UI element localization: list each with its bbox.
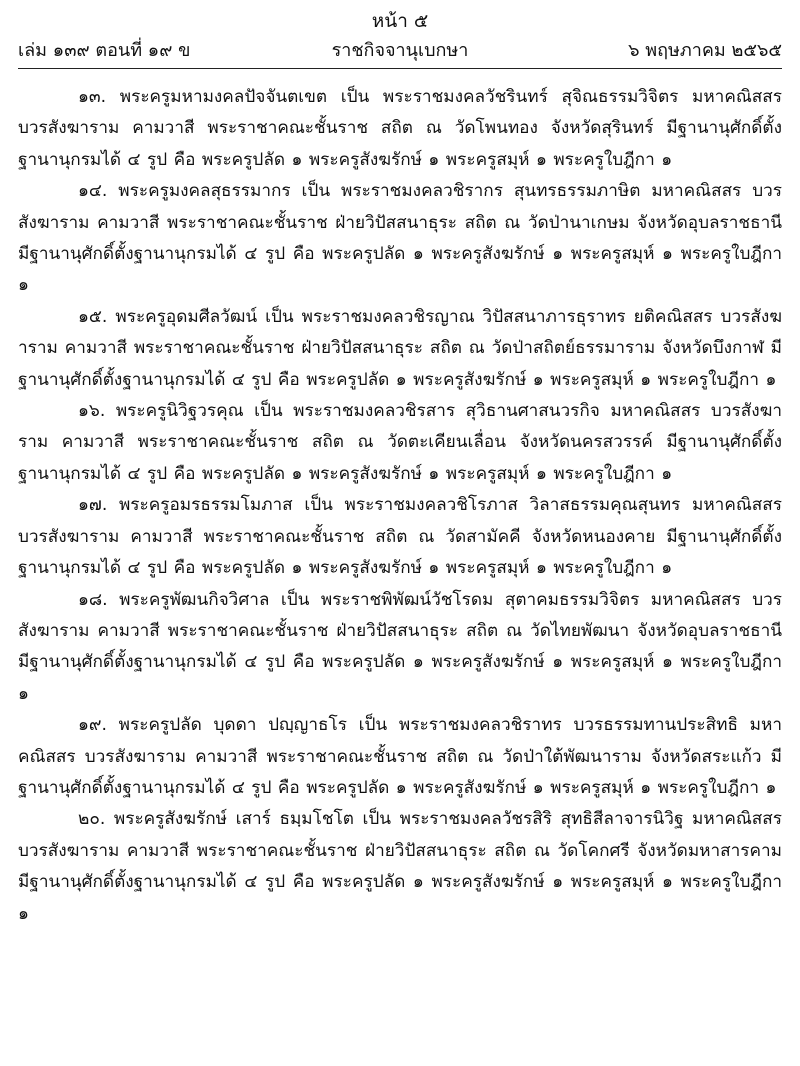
paragraph-15: ๑๕. พระครูอุดมศีลวัฒน์ เป็น พระราชมงคลวชิรญาณ วิปัสสนาภารธุราทร ยติคณิสสร บวรสังฆาราม คามวาสี พระราชาคณะชั้นราช ฝ่ายวิปัสสนาธุระ สถิต ณ วัดป่าสถิตย์ธรรมาราม จังหวัดบึงกาฬ มีฐานานุศักดิ์ตั้งฐานานุกรมได้ ๔ รูป คือ พระครูปลัด ๑ พระครูสังฆรักษ์ ๑ พระครูสมุห์ ๑ พระครูใบฎีกา ๑ [18,306,782,390]
paragraph-14: ๑๔. พระครูมงคลสุธรรมากร เป็น พระราชมงคลวชิรากร สุนทรธรรมภาษิต มหาคณิสสร บวรสังฆาราม คามวาสี พระราชาคณะชั้นราช ฝ่ายวิปัสสนาธุระ สถิต ณ วัดป่านาเกษม จังหวัดอุบลราชธานี มีฐานานุศักดิ์ตั้งฐานานุกรมได้ ๔ รูป คือ พระครูปลัด ๑ พระครูสังฆรักษ์ ๑ พระครูสมุห์ ๑ พระครูใบฎีกา ๑ [18,181,782,296]
gazette-header [18,38,782,64]
volume-issue: เล่ม ๑๓๙ ตอนที่ ๑๙ ข [18,40,191,61]
paragraph-17: ๑๗. พระครูอมรธรรมโมภาส เป็น พระราชมงคลวชิโรภาส วิลาสธรรมคุณสุนทร มหาคณิสสร บวรสังฆาราม คามวาสี พระราชาคณะชั้นราช สถิต ณ วัดสามัคคี จังหวัดหนองคาย มีฐานานุศักดิ์ตั้งฐานานุกรมได้ ๔ รูป คือ พระครูปลัด ๑ พระครูสังฆรักษ์ ๑ พระครูสมุห์ ๑ พระครูใบฎีกา ๑ [18,495,782,579]
publication-title: ราชกิจจานุเบกษา [331,40,469,61]
publication-date: ๖ พฤษภาคม ๒๕๖๕ [628,40,782,61]
page-number: หน้า ๕ [371,10,429,32]
paragraph-16: ๑๖. พระครูนิวิฐวรคุณ เป็น พระราชมงคลวชิรสาร สุวิธานศาสนวรกิจ มหาคณิสสร บวรสังฆาราม คามวาสี พระราชาคณะชั้นราช สถิต ณ วัดตะเคียนเลื่อน จังหวัดนครสวรรค์ มีฐานานุศักดิ์ตั้งฐานานุกรมได้ ๔ รูป คือ พระครูปลัด ๑ พระครูสังฆรักษ์ ๑ พระครูสมุห์ ๑ พระครูใบฎีกา ๑ [18,401,782,484]
paragraph-13: ๑๓. พระครูมหามงคลปัจจันตเขต เป็น พระราชมงคลวัชรินทร์ สุจิณธรรมวิจิตร มหาคณิสสร บวรสังฆาราม คามวาสี พระราชาคณะชั้นราช สถิต ณ วัดโพนทอง จังหวัดสุรินทร์ มีฐานานุศักดิ์ตั้งฐานานุกรมได้ ๔ รูป คือ พระครูปลัด ๑ พระครูสังฆรักษ์ ๑ พระครูสมุห์ ๑ พระครูใบฎีกา ๑ [18,87,782,170]
header-divider [18,68,782,69]
paragraph-18: ๑๘. พระครูพัฒนกิจวิศาล เป็น พระราชพิพัฒน์วัชโรดม สุตาคมธรรมวิจิตร มหาคณิสสร บวรสังฆาราม คามวาสี พระราชาคณะชั้นราช ฝ่ายวิปัสสนาธุระ สถิต ณ วัดไทยพัฒนา จังหวัดอุบลราชธานี มีฐานานุศักดิ์ตั้งฐานานุกรมได้ ๔ รูป คือ พระครูปลัด ๑ พระครูสังฆรักษ์ ๑ พระครูสมุห์ ๑ พระครูใบฎีกา ๑ [18,589,782,704]
paragraph-20: ๒๐. พระครูสังฆรักษ์ เสาร์ ธมฺมโชโต เป็น พระราชมงคลวัชรสิริ สุทธิสีลาจารนิวิฐ มหาคณิสสร บวรสังฆาราม คามวาสี พระราชาคณะชั้นราช ฝ่ายวิปัสสนาธุระ สถิต ณ วัดโคกศรี จังหวัดมหาสารคาม มีฐานานุศักดิ์ตั้งฐานานุกรมได้ ๔ รูป คือ พระครูปลัด ๑ พระครูสังฆรักษ์ ๑ พระครูสมุห์ ๑ พระครูใบฎีกา ๑ [18,809,782,924]
document-body [18,82,782,930]
paragraph-19: ๑๙. พระครูปลัด บุดดา ปญฺญาธโร เป็น พระราชมงคลวชิราทร บวรธรรมทานประสิทธิ มหาคณิสสร บวรสังฆาราม คามวาสี พระราชาคณะชั้นราช สถิต ณ วัดป่าใต้พัฒนาราม จังหวัดสระแก้ว มีฐานานุศักดิ์ตั้งฐานานุกรมได้ ๔ รูป คือ พระครูปลัด ๑ พระครูสังฆรักษ์ ๑ พระครูสมุห์ ๑ พระครูใบฎีกา ๑ [18,715,782,798]
